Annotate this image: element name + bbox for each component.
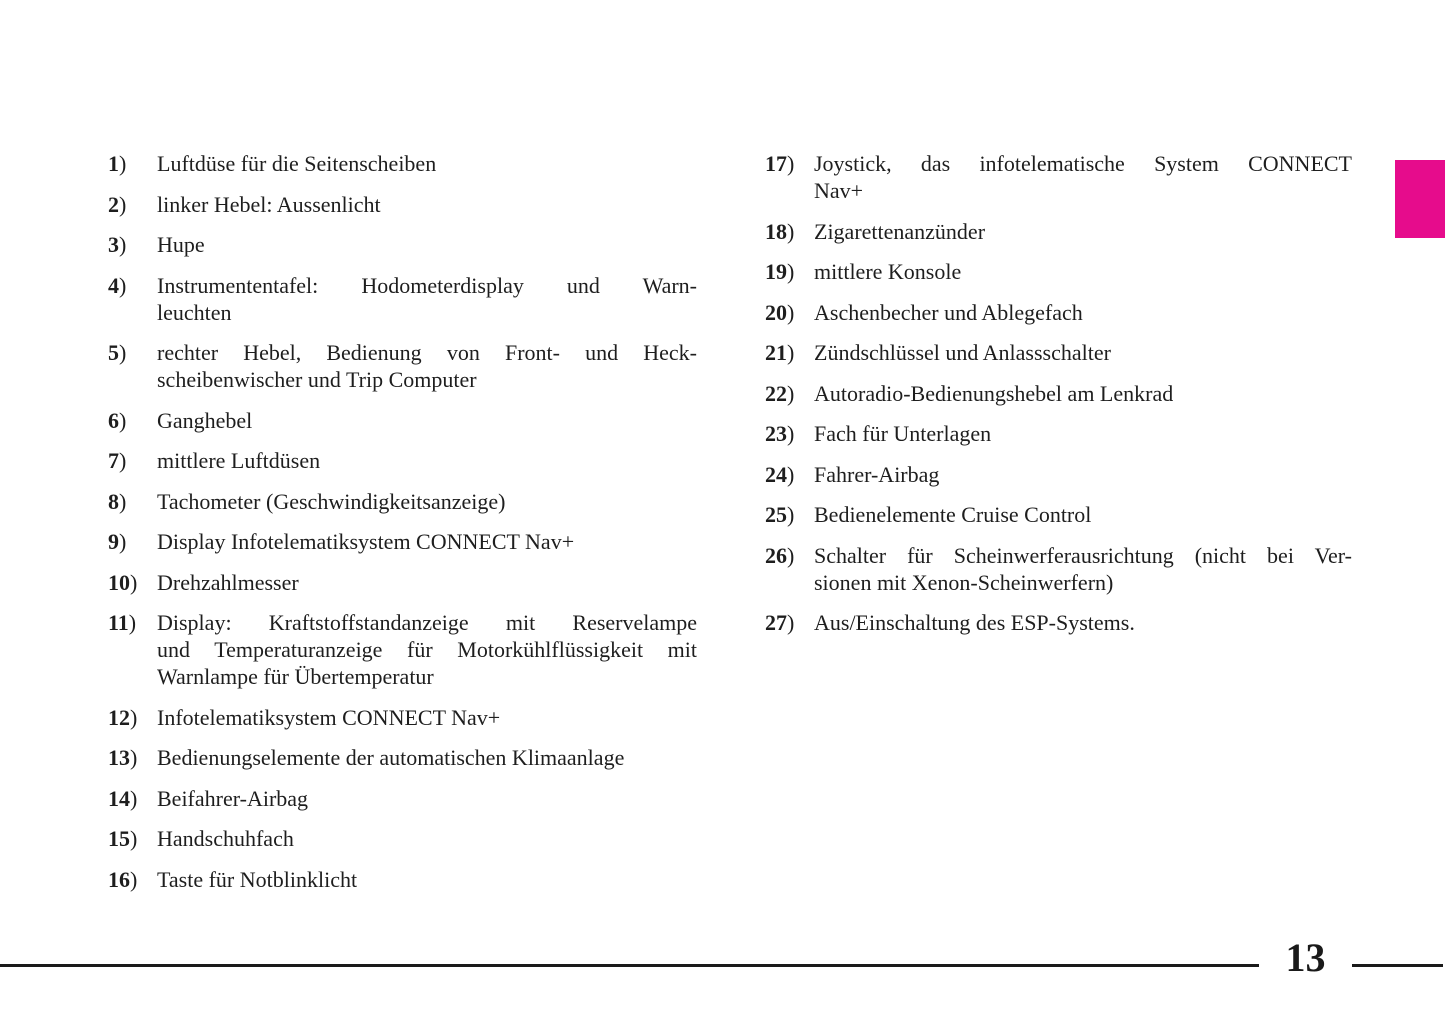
- list-item: [765, 461, 1352, 488]
- list-item: [765, 218, 1352, 245]
- list-item: [765, 501, 1352, 528]
- item-text: Fahrer-Airbag: [814, 461, 940, 487]
- list-item: [765, 258, 1352, 285]
- list-item: [108, 825, 697, 852]
- list-item: [108, 704, 697, 731]
- item-text: Handschuhfach: [157, 826, 294, 851]
- item-text: Hupe: [157, 232, 205, 257]
- item-number: 3): [108, 232, 127, 257]
- item-text: mittlere Konsole: [814, 259, 962, 284]
- item-number: 7): [108, 448, 127, 473]
- item-text: Aus/Einschaltung des ESP-Systems.: [814, 610, 1135, 635]
- list-item: [765, 542, 1352, 596]
- item-number: 18): [765, 218, 795, 244]
- item-number: 9): [108, 529, 127, 554]
- footer-rule-right: [1352, 964, 1443, 967]
- item-text: Ganghebel: [157, 407, 253, 433]
- item-text: mittlere Luftdüsen: [157, 448, 321, 473]
- item-number: 8): [108, 488, 127, 514]
- item-text: Drehzahlmesser: [157, 569, 299, 595]
- item-text: Instrumententafel: Hodometerdisplay und Warn- leuchten: [157, 272, 697, 325]
- item-text: Joystick, das infotelematische System CONNECT Nav+: [814, 151, 1352, 203]
- list-item: [765, 380, 1352, 407]
- item-number: 26): [765, 542, 795, 568]
- item-text: linker Hebel: Aussenlicht: [157, 191, 381, 217]
- item-number: 1): [108, 151, 127, 176]
- item-number: 17): [765, 151, 795, 176]
- list-item: [108, 528, 697, 555]
- list-item: [108, 339, 697, 393]
- list-item: [108, 488, 697, 515]
- item-number: 22): [765, 380, 795, 406]
- section-tab-marker: [1395, 160, 1445, 238]
- list-item: [108, 609, 697, 690]
- item-text: Zigarettenanzünder: [814, 218, 986, 244]
- item-number: 21): [765, 340, 795, 365]
- item-number: 14): [108, 785, 138, 811]
- item-number: 11): [108, 610, 137, 635]
- list-item: [108, 569, 697, 596]
- item-text: Luftdüse für die Seitenscheiben: [157, 151, 437, 176]
- list-column-right: [765, 150, 1352, 650]
- item-text: Taste für Notblinklicht: [157, 866, 358, 892]
- item-number: 6): [108, 407, 127, 433]
- page-number: 13: [1285, 935, 1326, 980]
- list-item: [765, 420, 1352, 447]
- item-text: Infotelematiksystem CONNECT Nav+: [157, 704, 501, 730]
- item-number: 24): [765, 461, 795, 487]
- footer-rule-left: [0, 964, 1259, 967]
- list-column-left: [108, 150, 697, 906]
- list-item: [108, 866, 697, 893]
- item-number: 12): [108, 704, 138, 730]
- item-number: 19): [765, 259, 795, 284]
- list-item: [108, 407, 697, 434]
- item-text: rechter Hebel, Bedienung von Front- und Heck- scheibenwischer und Trip Computer: [157, 340, 697, 392]
- list-item: [108, 231, 697, 258]
- item-text: Schalter für Scheinwerferausrichtung (nicht bei Ver- sionen mit Xenon-Scheinwerfern): [814, 542, 1352, 595]
- item-number: 25): [765, 502, 795, 527]
- item-text: Fach für Unterlagen: [814, 421, 992, 446]
- item-text: Display: Kraftstoffstandanzeige mit Reservelampe und Temperaturanzeige für Motorkühlflüssigkeit mit Warnlampe für Übertemperatur: [157, 610, 697, 689]
- item-number: 4): [108, 272, 127, 298]
- list-item: [765, 150, 1352, 204]
- list-item: [108, 447, 697, 474]
- item-number: 13): [108, 745, 138, 770]
- list-item: [765, 609, 1352, 636]
- list-item: [108, 150, 697, 177]
- item-number: 23): [765, 421, 795, 446]
- item-number: 10): [108, 569, 138, 595]
- item-text: Autoradio-Bedienungshebel am Lenkrad: [814, 380, 1174, 406]
- item-number: 20): [765, 299, 795, 325]
- item-number: 27): [765, 610, 795, 635]
- item-number: 16): [108, 866, 138, 892]
- list-item: [108, 744, 697, 771]
- list-item: [108, 191, 697, 218]
- item-text: Display Infotelematiksystem CONNECT Nav+: [157, 529, 575, 554]
- list-item: [108, 272, 697, 326]
- item-text: Tachometer (Geschwindigkeitsanzeige): [157, 488, 506, 514]
- list-item: [765, 299, 1352, 326]
- list-item: [108, 785, 697, 812]
- item-text: Bedienungselemente der automatischen Klimaanlage: [157, 745, 625, 770]
- item-text: Bedienelemente Cruise Control: [814, 502, 1092, 527]
- item-number: 15): [108, 826, 138, 851]
- item-number: 2): [108, 191, 127, 217]
- item-text: Zündschlüssel und Anlassschalter: [814, 340, 1111, 365]
- item-text: Aschenbecher und Ablegefach: [814, 299, 1083, 325]
- item-number: 5): [108, 340, 127, 365]
- item-text: Beifahrer-Airbag: [157, 785, 309, 811]
- list-item: [765, 339, 1352, 366]
